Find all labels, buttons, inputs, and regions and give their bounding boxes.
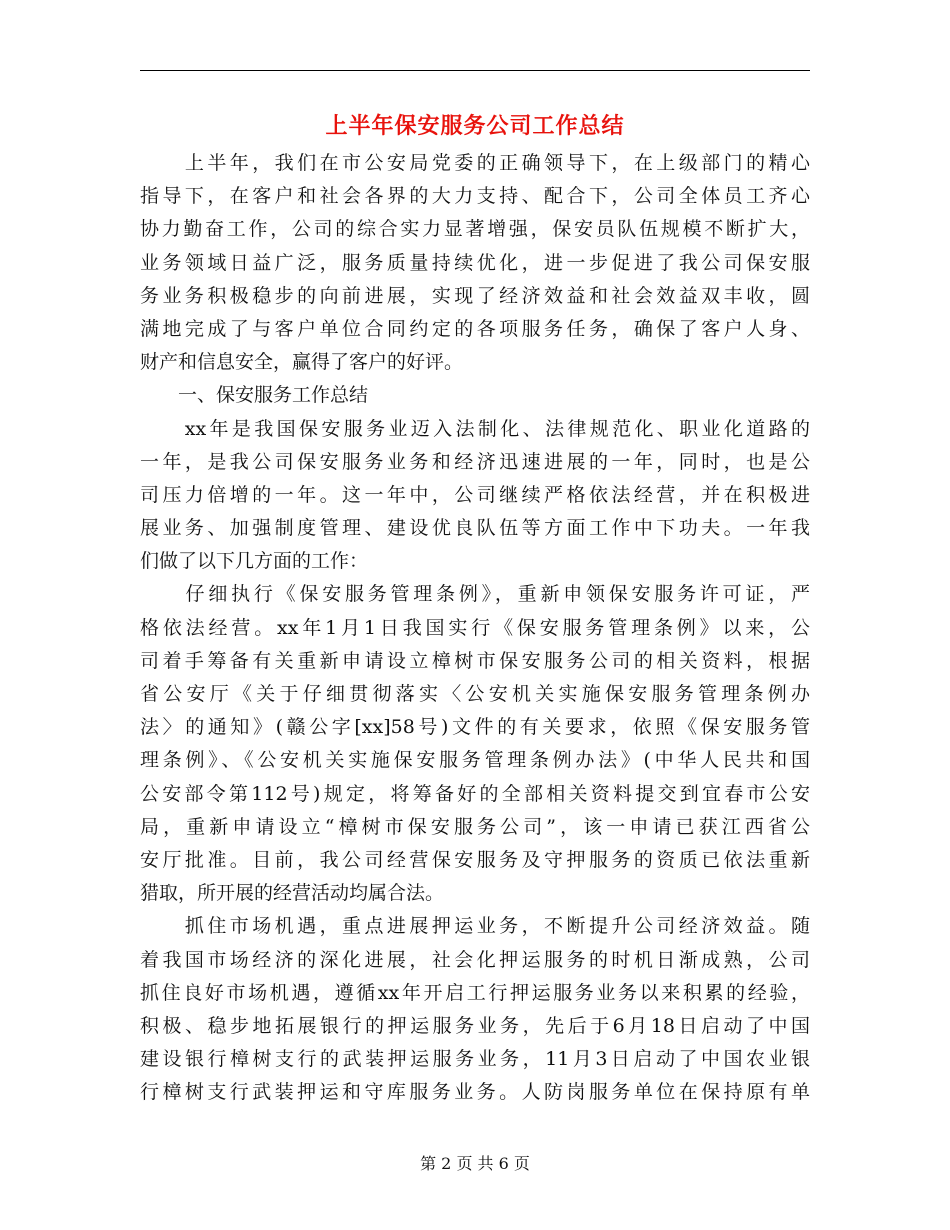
body-line: 安厅批准。目前，我公司经营保安服务及守押服务的资质已依法重新	[140, 848, 810, 871]
body-line: 省公安厅《关于仔细贯彻落实〈公安机关实施保安服务管理条例办	[140, 683, 810, 705]
document-title: 上半年保安服务公司工作总结	[325, 113, 625, 139]
body-line: 抓住良好市场机遇，遵循xx年开启工行押运服务业务以来积累的经验，	[140, 981, 810, 1004]
body-line: 猎取，所开展的经营活动均属合法。	[140, 882, 445, 905]
body-line: 法〉的通知》(赣公字[xx]58号)文件的有关要求，依照《保安服务管	[140, 716, 810, 739]
body-line: 司着手筹备有关重新申请设立樟树市保安服务公司的相关资料，根据	[140, 649, 810, 672]
body-line: 上半年，我们在市公安局党委的正确领导下，在上级部门的精心	[140, 152, 810, 174]
body-line: 们做了以下几方面的工作：	[140, 550, 369, 573]
body-line: 指导下，在客户和社会各界的大力支持、配合下，公司全体员工齐心	[140, 185, 810, 208]
body-line: 一年，是我公司保安服务业务和经济迅速进展的一年，同时，也是公	[140, 450, 810, 473]
body-line: 抓住市场机遇，重点进展押运业务，不断提升公司经济效益。随	[140, 915, 810, 938]
body-line: 务业务积极稳步的向前进展，实现了经济效益和社会效益双丰收，圆	[140, 284, 810, 307]
body-line: 理条例》、《公安机关实施保安服务管理条例办法》(中华人民共和国	[140, 749, 810, 772]
header-rule	[140, 70, 810, 71]
body-line: 建设银行樟树支行的武装押运服务业务，11月3日启动了中国农业银	[140, 1048, 810, 1071]
body-line: 着我国市场经济的深化进展，社会化押运服务的时机日渐成熟，公司	[140, 948, 810, 971]
body-line: 一、保安服务工作总结	[140, 384, 369, 407]
body-line: 协力勤奋工作，公司的综合实力显著增强，保安员队伍规模不断扩大，	[140, 218, 810, 241]
page-footer: 第 2 页 共 6 页	[420, 1154, 530, 1173]
body-line: 财产和信息安全，赢得了客户的好评。	[140, 351, 464, 374]
body-line: 展业务、加强制度管理、建设优良队伍等方面工作中下功夫。一年我	[140, 517, 810, 540]
body-line: 格依法经营。xx年1月1日我国实行《保安服务管理条例》以来，公	[140, 616, 810, 639]
document-body	[140, 147, 810, 1109]
body-line: 司压力倍增的一年。这一年中，公司继续严格依法经营，并在积极进	[140, 483, 810, 506]
body-line: 公安部令第112号)规定，将筹备好的全部相关资料提交到宜春市公安	[140, 782, 810, 805]
body-line: 积极、稳步地拓展银行的押运服务业务，先后于6月18日启动了中国	[140, 1014, 810, 1037]
body-line: 满地完成了与客户单位合同约定的各项服务任务，确保了客户人身、	[140, 317, 810, 340]
body-line: xx年是我国保安服务业迈入法制化、法律规范化、职业化道路的	[140, 417, 810, 440]
body-line: 仔细执行《保安服务管理条例》，重新申领保安服务许可证，严	[140, 583, 810, 606]
body-line: 局，重新申请设立“樟树市保安服务公司”，该一申请已获江西省公	[140, 815, 810, 838]
body-line: 行樟树支行武装押运和守库服务业务。人防岗服务单位在保持原有单	[140, 1081, 810, 1104]
body-line: 业务领域日益广泛，服务质量持续优化，进一步促进了我公司保安服	[140, 251, 810, 274]
